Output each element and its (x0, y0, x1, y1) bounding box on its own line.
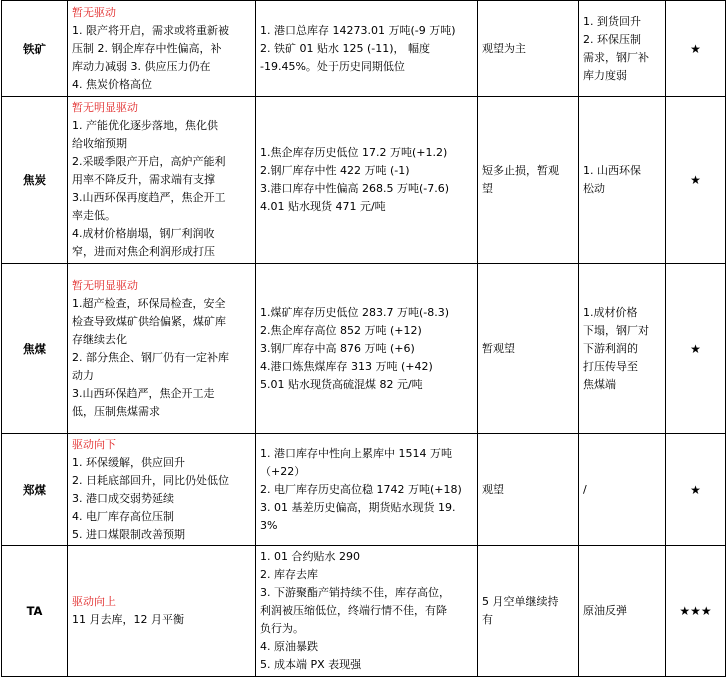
inventory-data-cell-line: 5. 成本端 PX 表现强 (260, 658, 362, 671)
factor-line: 2. 部分焦企、钢厂仍有一定补库 (72, 350, 229, 364)
strategy-cell-line: 暂观望 (482, 341, 515, 355)
table-row (2, 1, 726, 97)
factor-line: 2. 日耗底部回升，同比仍处低位 (72, 473, 229, 487)
strategy-cell (478, 97, 579, 264)
rating-stars: ★ (666, 434, 726, 546)
factor-line: 2.采暖季限产开启，高炉产能利 (72, 155, 226, 168)
strategy-cell (478, 546, 579, 677)
strategy-cell-line: 短多止损，暂观 (482, 164, 559, 177)
factor-line: 率走低。 (72, 209, 116, 222)
rating-stars: ★ (666, 1, 726, 97)
factor-line: 存继续去化 (72, 332, 127, 346)
strategy-cell-line: 观望 (482, 482, 504, 496)
factor-line: 3.山西环保趋严，焦企开工走 (72, 386, 215, 400)
inventory-data-cell (256, 1, 478, 97)
factor-line: 低，压制焦煤需求 (72, 404, 160, 418)
strategy-cell (478, 434, 579, 546)
inventory-data-cell-line: 2.焦企库存高位 852 万吨 (+12) (260, 323, 422, 337)
inventory-data-cell-line: 4. 原油暴跌 (260, 640, 318, 653)
inventory-data-cell (256, 434, 478, 546)
factor-line: 动力 (72, 368, 94, 382)
inventory-data-cell-line: 3. 下游聚酯产销持续不佳，库存高位， (260, 586, 450, 599)
commodity-name: 郑煤 (2, 434, 68, 546)
inventory-data-cell-line: 4.01 贴水现货 471 元/吨 (260, 200, 386, 213)
risk-cell-line: 原油反弹 (583, 604, 627, 617)
strategy-cell-line: 望 (482, 182, 493, 195)
risk-cell (579, 264, 666, 434)
risk-cell-line: 松动 (583, 182, 605, 195)
inventory-data-cell-line: 1.煤矿库存历史低位 283.7 万吨(-8.3) (260, 305, 450, 319)
driver-factors-cell (68, 434, 256, 546)
driver-label: 驱动向上 (72, 595, 116, 608)
risk-cell-line: 需求，钢厂补 (583, 50, 649, 64)
factor-line: 5. 进口煤限制改善预期 (72, 527, 185, 541)
risk-cell (579, 1, 666, 97)
driver-factors-cell (68, 546, 256, 677)
inventory-data-cell-line: 2. 铁矿 01 贴水 125 (-11)， 幅度 (260, 41, 431, 55)
commodity-table (1, 0, 726, 677)
rating-stars: ★ (666, 97, 726, 264)
commodity-name: 铁矿 (2, 1, 68, 97)
commodity-name: TA (2, 546, 68, 677)
factor-line: 11 月去库，12 月平衡 (72, 613, 184, 626)
factor-line: 1.超产检查，环保局检查，安全 (72, 296, 226, 310)
inventory-data-cell-line: 利润被压缩低位，终端行情不佳，有降 (260, 604, 447, 617)
inventory-data-cell-line: 1. 港口总库存 14273.01 万吨(-9 万吨) (260, 23, 456, 37)
inventory-data-cell-line: 5.01 贴水现货高硫混煤 82 元/吨 (260, 377, 423, 391)
risk-cell-line: 1. 山西环保 (583, 164, 641, 177)
factor-line: 4.成材价格崩塌，钢厂利润收 (72, 227, 215, 240)
inventory-data-cell-line: 1. 港口库存中性向上累库中 1514 万吨 (260, 446, 452, 460)
risk-cell-line: 焦煤端 (583, 377, 616, 391)
driver-label: 暂无明显驱动 (72, 101, 138, 114)
inventory-data-cell-line: 2. 库存去库 (260, 568, 318, 581)
inventory-data-cell (256, 546, 478, 677)
driver-factors-cell (68, 264, 256, 434)
factor-line: 检查导致煤矿供给偏紧，煤矿库 (72, 314, 226, 328)
inventory-data-cell-line: 1. 01 合约贴水 290 (260, 550, 360, 563)
factor-line: 库动力减弱 3. 供应压力仍在 (72, 59, 211, 73)
factor-line: 1. 环保缓解，供应回升 (72, 455, 185, 469)
factor-line: 3.山西环保再度趋严，焦企开工 (72, 191, 226, 204)
risk-cell-line: 1.成材价格 (583, 305, 638, 319)
risk-cell-line: 1. 到货回升 (583, 14, 641, 28)
commodity-name: 焦煤 (2, 264, 68, 434)
inventory-data-cell-line: 1.焦企库存历史低位 17.2 万吨(+1.2) (260, 146, 448, 159)
inventory-data-cell (256, 264, 478, 434)
table-row (2, 434, 726, 546)
factor-line: 给收缩预期 (72, 137, 127, 150)
driver-label: 暂无驱动 (72, 5, 116, 19)
inventory-data-cell-line: 3.港口库存中性偏高 268.5 万吨(-7.6) (260, 182, 450, 195)
driver-label: 驱动向下 (72, 437, 116, 451)
strategy-cell-line: 观望为主 (482, 41, 526, 55)
risk-cell-line: 库力度弱 (583, 68, 627, 82)
table-row (2, 264, 726, 434)
commodity-name: 焦炭 (2, 97, 68, 264)
strategy-cell-line: 5 月空单继续持 (482, 595, 559, 608)
factor-line: 4. 焦炭价格高位 (72, 77, 152, 91)
factor-line: 窄，进而对焦企利润形成打压 (72, 245, 215, 258)
rating-stars: ★★★ (666, 546, 726, 677)
risk-cell-line: 2. 环保压制 (583, 32, 641, 46)
driver-factors-cell (68, 97, 256, 264)
inventory-data-cell-line: 3% (260, 518, 278, 532)
risk-cell-line: 下塌，钢厂对 (583, 323, 649, 337)
inventory-data-cell-line: 3.钢厂库存中高 876 万吨 (+6) (260, 341, 415, 355)
strategy-cell-line: 有 (482, 613, 493, 626)
table-row (2, 546, 726, 677)
strategy-cell (478, 264, 579, 434)
risk-cell (579, 434, 666, 546)
inventory-data-cell-line: -19.45%。处于历史同期低位 (260, 59, 405, 73)
factor-line: 3. 港口成交弱势延续 (72, 491, 174, 505)
risk-cell-line: 下游利润的 (583, 341, 638, 355)
risk-cell (579, 97, 666, 264)
risk-cell-line: 打压传导至 (583, 359, 638, 373)
inventory-data-cell (256, 97, 478, 264)
inventory-data-cell-line: 3. 01 基差历史偏高，期货贴水现货 19. (260, 500, 456, 514)
factor-line: 1. 限产将开启，需求或将重新被 (72, 23, 229, 37)
inventory-data-cell-line: 4.港口炼焦煤库存 313 万吨 (+42) (260, 359, 433, 373)
driver-factors-cell (68, 1, 256, 97)
strategy-cell (478, 1, 579, 97)
inventory-data-cell-line: 负行为。 (260, 622, 304, 635)
rating-stars: ★ (666, 264, 726, 434)
risk-cell-line: / (583, 482, 587, 496)
inventory-data-cell-line: 2. 电厂库存历史高位稳 1742 万吨(+18) (260, 482, 462, 496)
inventory-data-cell-line: 2.钢厂库存中性 422 万吨 (-1) (260, 164, 410, 177)
factor-line: 1. 产能优化逐步落地，焦化供 (72, 119, 218, 132)
inventory-data-cell-line: （+22） (260, 464, 306, 478)
driver-label: 暂无明显驱动 (72, 278, 138, 292)
factor-line: 压制 2. 钢企库存中性偏高，补 (72, 41, 222, 55)
table-row (2, 97, 726, 264)
factor-line: 4. 电厂库存高位压制 (72, 509, 174, 523)
risk-cell (579, 546, 666, 677)
factor-line: 用率不降反升，需求端有支撑 (72, 173, 215, 186)
